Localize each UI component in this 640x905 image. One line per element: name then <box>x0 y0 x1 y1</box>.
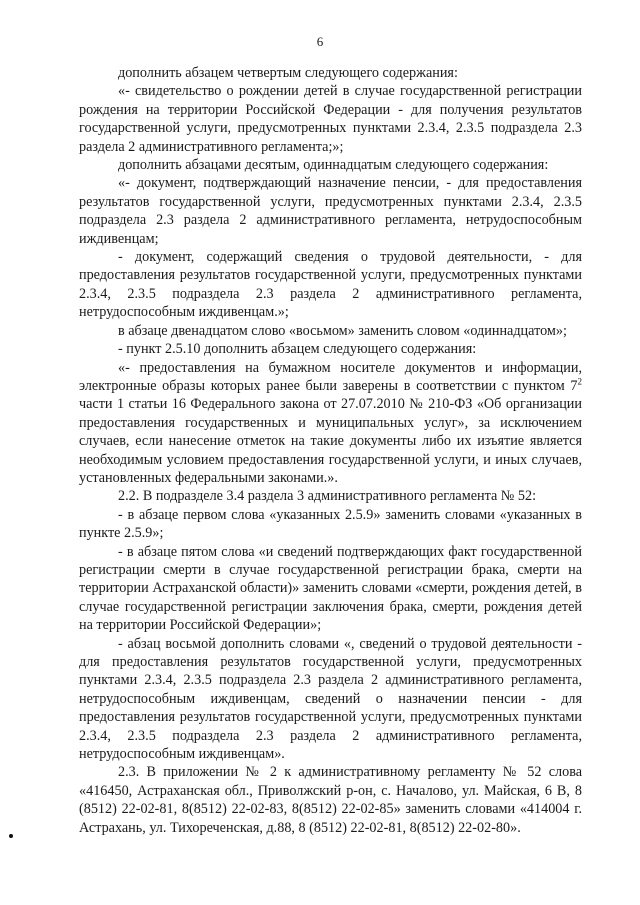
paragraph-9: 2.2. В подразделе 3.4 раздела 3 административного регламента № 52: <box>118 488 537 505</box>
paragraph-7: - пункт 2.5.10 дополнить абзацем следующего содержания: <box>118 341 477 358</box>
paragraph-3: дополнить абзацами десятым, одиннадцатым следующего содержания: <box>118 157 549 174</box>
superscript-2: 2 <box>577 376 582 387</box>
paragraph-5: - документ, содержащий сведения о трудовой деятельности, - для предоставления результатов государственной услуги, предусмотренных пунктами 2.3.4, 2.3.5 подраздела 2.3 раздела 2 административного регламента, нетрудоспособным иждивенцам.»; <box>79 249 582 321</box>
paragraph-8-text-after: части 1 статьи 16 Федерального закона от 27.07.2010 № 210-ФЗ «Об организации предоставления государственных и муниципальных услуг», за исключением случаев, если нанесение отметок на такие документы либо их изъятие является необходимым условием предоставления государственной услуги, и иных случаев, установленных федеральными законами.». <box>79 396 582 486</box>
paragraph-13: 2.3. В приложении № 2 к административному регламенту № 52 слова «416450, Астраханская обл., Приволжский р-он, с. Началово, ул. Майская, 6 В, 8 (8512) 22-02-81, 8(8512) 22-02-83, 8(8512) 22-02-85» заменить словами «414004 г. Астрахань, ул. Тихореченская, д.88, 8 (8512) 22-02-81, 8(8512) 22-02-80». <box>79 764 582 836</box>
page-number: 6 <box>316 34 324 49</box>
paragraph-2: «- свидетельство о рождении детей в случае государственной регистрации рождения на территории Российской Федерации - для получения результатов государственной услуги, предусмотренных пунктами 2.3.4, 2.3.5 подраздела 2.3 раздела 2 административного регламента;»; <box>79 83 582 155</box>
document-body <box>79 64 582 837</box>
paragraph-11: - в абзаце пятом слова «и сведений подтверждающих факт государственной регистрации смерти в случае государственной регистрации брака, смерти на территории Астраханской области)» заменить словами «смерти, рождения детей, в случае государственной регистрации заключения брака, смерти, рождения детей на территории Российской Федерации»; <box>79 543 582 634</box>
paragraph-12: - абзац восьмой дополнить словами «, сведений о трудовой деятельности - для предоставления результатов государственной услуги, предусмотренных пунктами 2.3.4, 2.3.5 подраздела 2.3 раздела 2 административного регламента, нетрудоспособным иждивенцам, сведений о назначении пенсии - для предоставления результатов государственной услуги, предусмотренных пунктами 2.3.4, 2.3.5 подраздела 2.3 раздела 2 административного регламента, нетрудоспособным иждивенцам». <box>79 635 582 763</box>
paragraph-6: в абзаце двенадцатом слово «восьмом» заменить словом «одиннадцатом»; <box>118 322 567 339</box>
paragraph-8-text-before: «- предоставления на бумажном носителе документов и информации, электронные образы которых ранее были заверены в соответствии с пунктом 7 <box>79 359 582 394</box>
paragraph-8 <box>79 359 582 488</box>
paragraph-10: - в абзаце первом слова «указанных 2.5.9» заменить словами «указанных в пункте 2.5.9»; <box>79 506 582 542</box>
paragraph-4: «- документ, подтверждающий назначение пенсии, - для предоставления результатов государственной услуги, предусмотренных пунктами 2.3.4, 2.3.5 подраздела 2.3 раздела 2 административного регламента, нетрудоспособным иждивенцам; <box>79 175 582 247</box>
scan-dot-mark <box>9 834 13 838</box>
paragraph-1: дополнить абзацем четвертым следующего содержания: <box>118 65 458 81</box>
